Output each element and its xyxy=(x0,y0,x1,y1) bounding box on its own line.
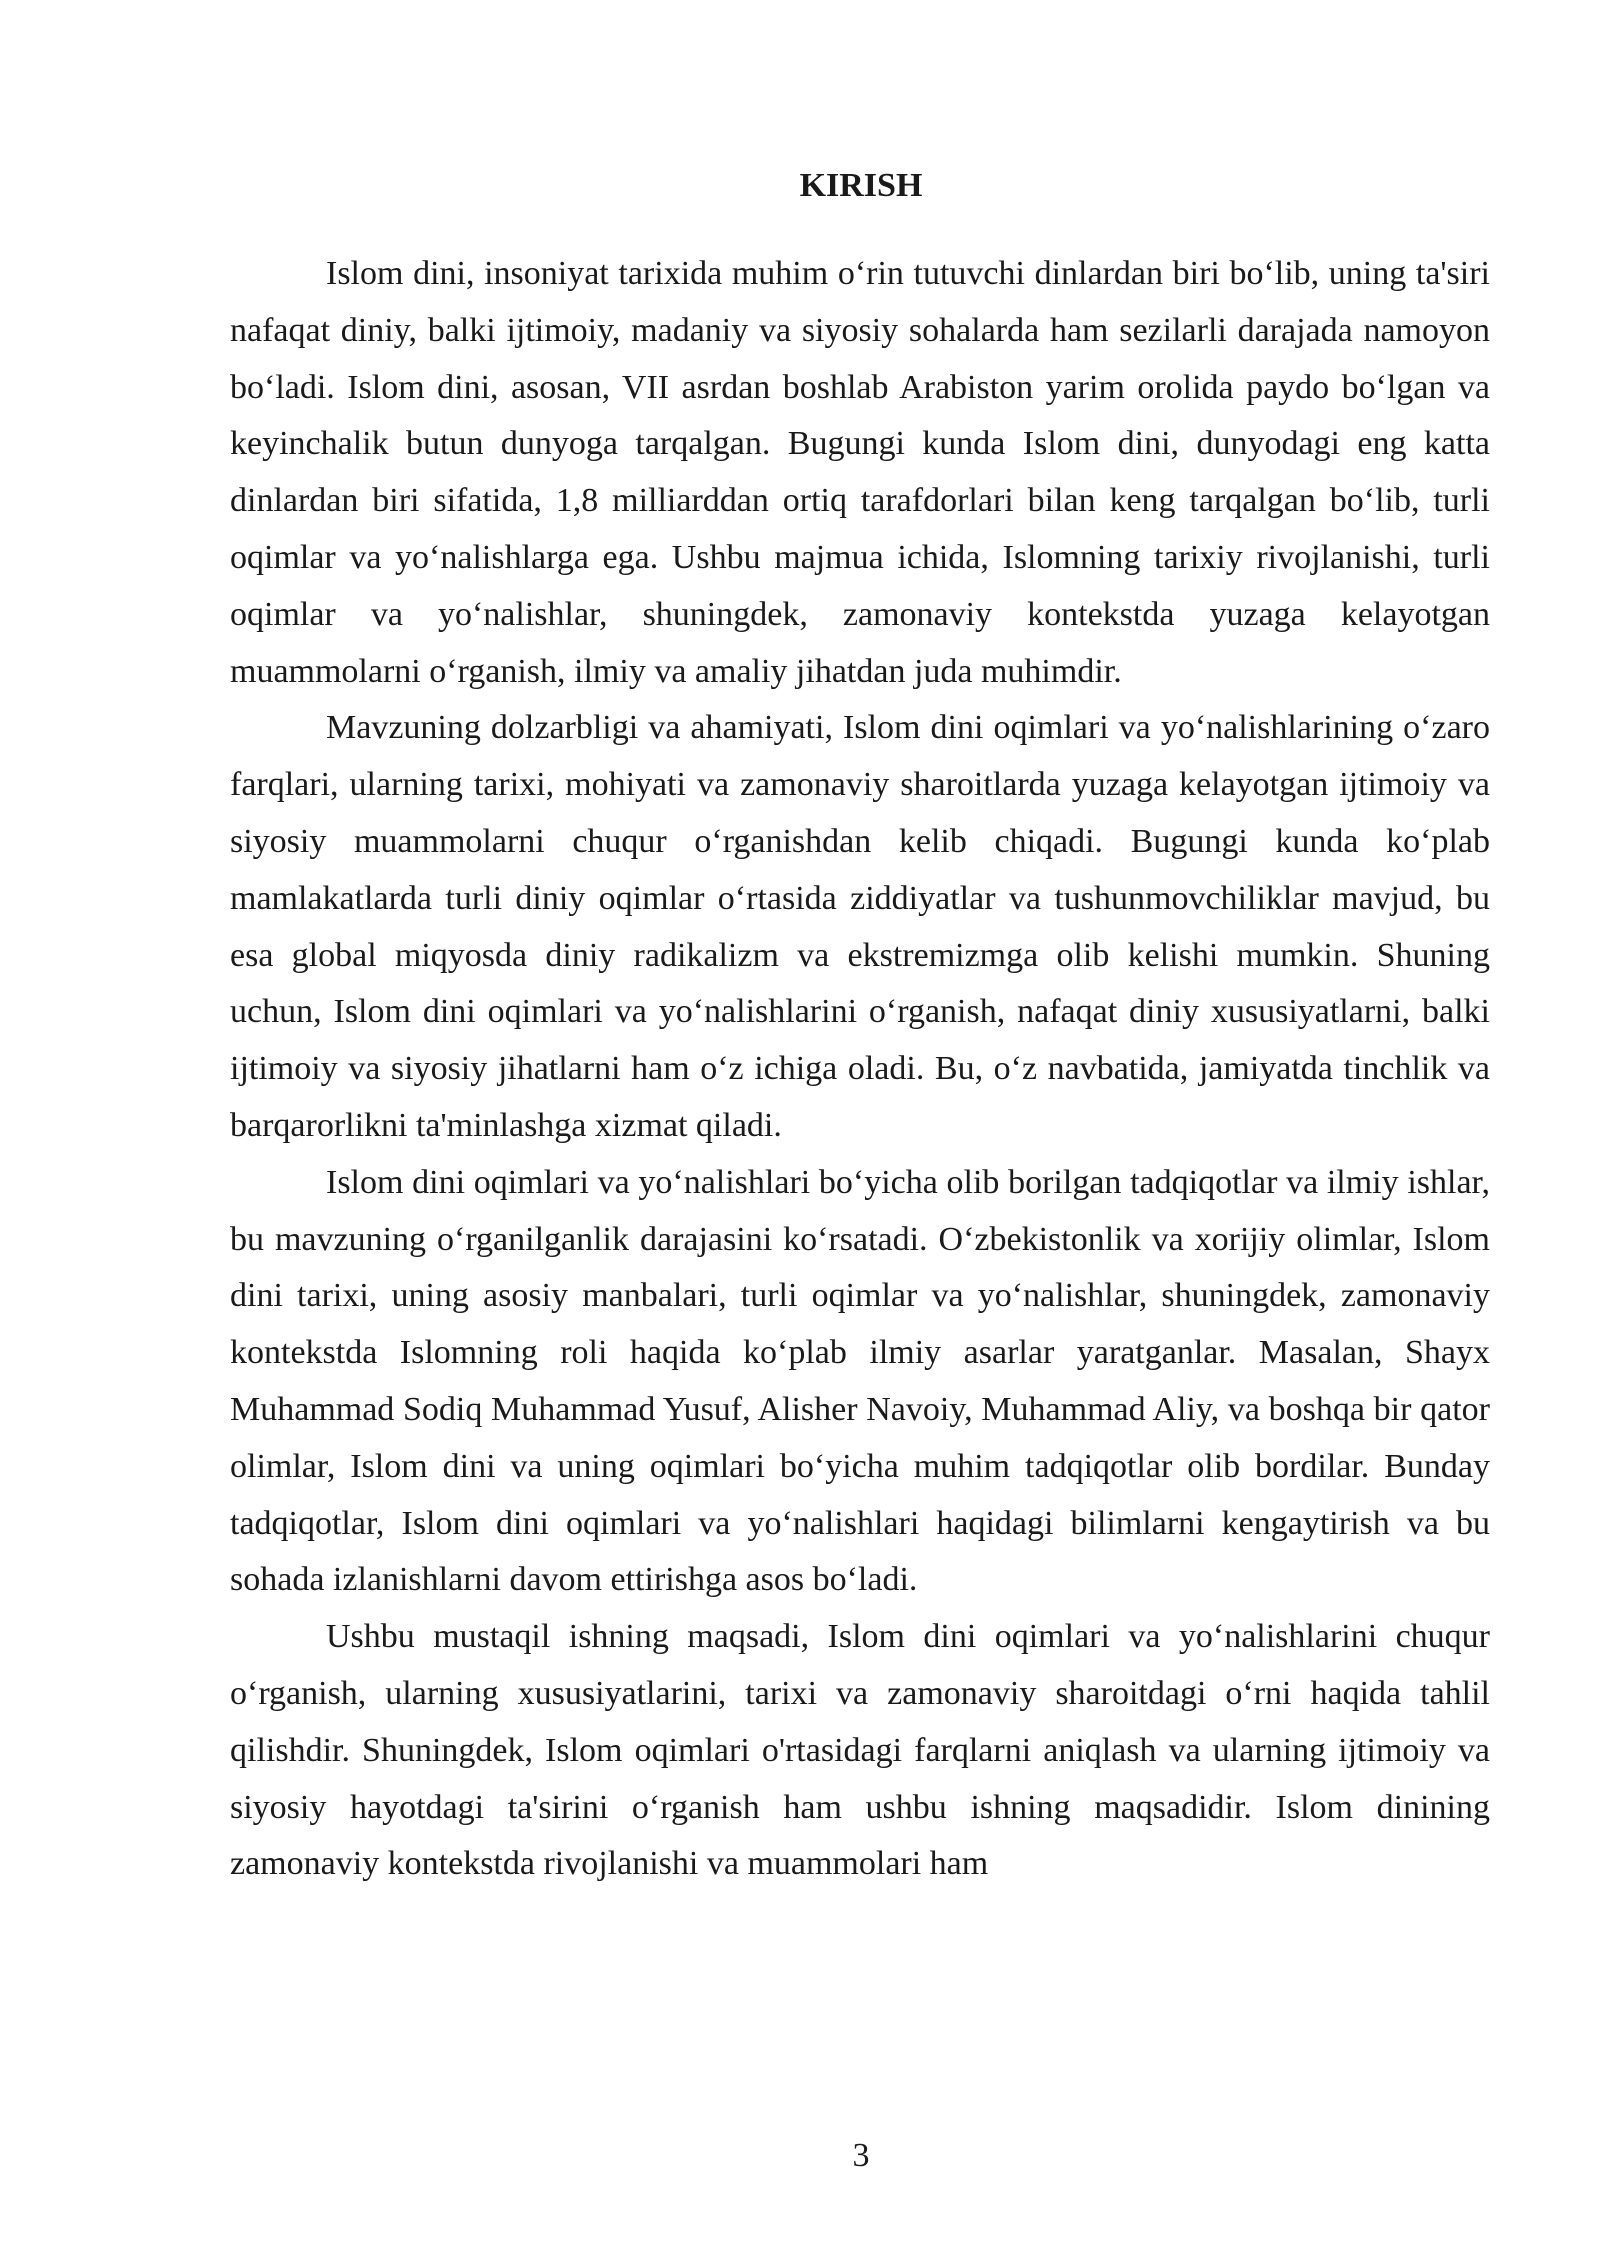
page-title: KIRISH xyxy=(799,167,923,204)
paragraph-4: Ushbu mustaqil ishning maqsadi, Islom dini oqimlari va yo‘nalishlarini chuqur o‘rganish, ularning xususiyatlarini, tarixi va zamonaviy sharoitdagi o‘rni haqida tahlil qilishdir. Shuningdek, Islom oqimlari o'rtasidagi farqlarni aniqlash va ularning ijtimoiy va siyosiy hayotdagi ta'sirini o‘rganish ham ushbu ishning maqsadidir. Islom dinining zamonaviy kontekstda rivojlanishi va muammolari ham xyxy=(230,1618,1490,1883)
paragraph-1: Islom dini, insoniyat tarixida muhim o‘rin tutuvchi dinlardan biri bo‘lib, uning ta'siri nafaqat diniy, balki ijtimoiy, madaniy va siyosiy sohalarda ham sezilarli darajada namoyon bo‘ladi. Islom dini, asosan, VII asrdan boshlab Arabiston yarim orolida paydo bo‘lgan va keyinchalik butun dunyoga tarqalgan. Bugungi kunda Islom dini, dunyodagi eng katta dinlardan biri sifatida, 1,8 milliarddan ortiq tarafdorlari bilan keng tarqalgan bo‘lib, turli oqimlar va yo‘nalishlarga ega. Ushbu majmua ichida, Islomning tarixiy rivojlanishi, turli oqimlar va yo‘nalishlar, shuningdek, zamonaviy kontekstda yuzaga kelayotgan muammolarni o‘rganish, ilmiy va amaliy jihatdan juda muhimdir. xyxy=(230,255,1490,690)
paragraph-2: Mavzuning dolzarbligi va ahamiyati, Islom dini oqimlari va yo‘nalishlarining o‘zaro farqlari, ularning tarixi, mohiyati va zamonaviy sharoitlarda yuzaga kelayotgan ijtimoiy va siyosiy muammolarni chuqur o‘rganishdan kelib chiqadi. Bugungi kunda ko‘plab mamlakatlarda turli diniy oqimlar o‘rtasida ziddiyatlar va tushunmovchiliklar mavjud, bu esa global miqyosda diniy radikalizm va ekstremizmga olib kelishi mumkin. Shuning uchun, Islom dini oqimlari va yo‘nalishlarini o‘rganish, nafaqat diniy xususiyatlarni, balki ijtimoiy va siyosiy jihatlarni ham o‘z ichiga oladi. Bu, o‘z navbatida, jamiyatda tinchlik va barqarorlikni ta'minlashga xizmat qiladi. xyxy=(230,709,1490,1144)
body-text xyxy=(230,246,1490,1893)
page-number: 3 xyxy=(852,2137,870,2174)
paragraph-3: Islom dini oqimlari va yo‘nalishlari bo‘yicha olib borilgan tadqiqotlar va ilmiy ishlar, bu mavzuning o‘rganilganlik darajasini ko‘rsatadi. O‘zbekistonlik va xorijiy olimlar, Islom dini tarixi, uning asosiy manbalari, turli oqimlar va yo‘nalishlar, shuningdek, zamonaviy kontekstda Islomning roli haqida ko‘plab ilmiy asarlar yaratganlar. Masalan, Shayx Muhammad Sodiq Muhammad Yusuf, Alisher Navoiy, Muhammad Aliy, va boshqa bir qator olimlar, Islom dini va uning oqimlari bo‘yicha muhim tadqiqotlar olib bordilar. Bunday tadqiqotlar, Islom dini oqimlari va yo‘nalishlari haqidagi bilimlarni kengaytirish va bu sohada izlanishlarni davom ettirishga asos bo‘ladi. xyxy=(230,1163,1490,1599)
